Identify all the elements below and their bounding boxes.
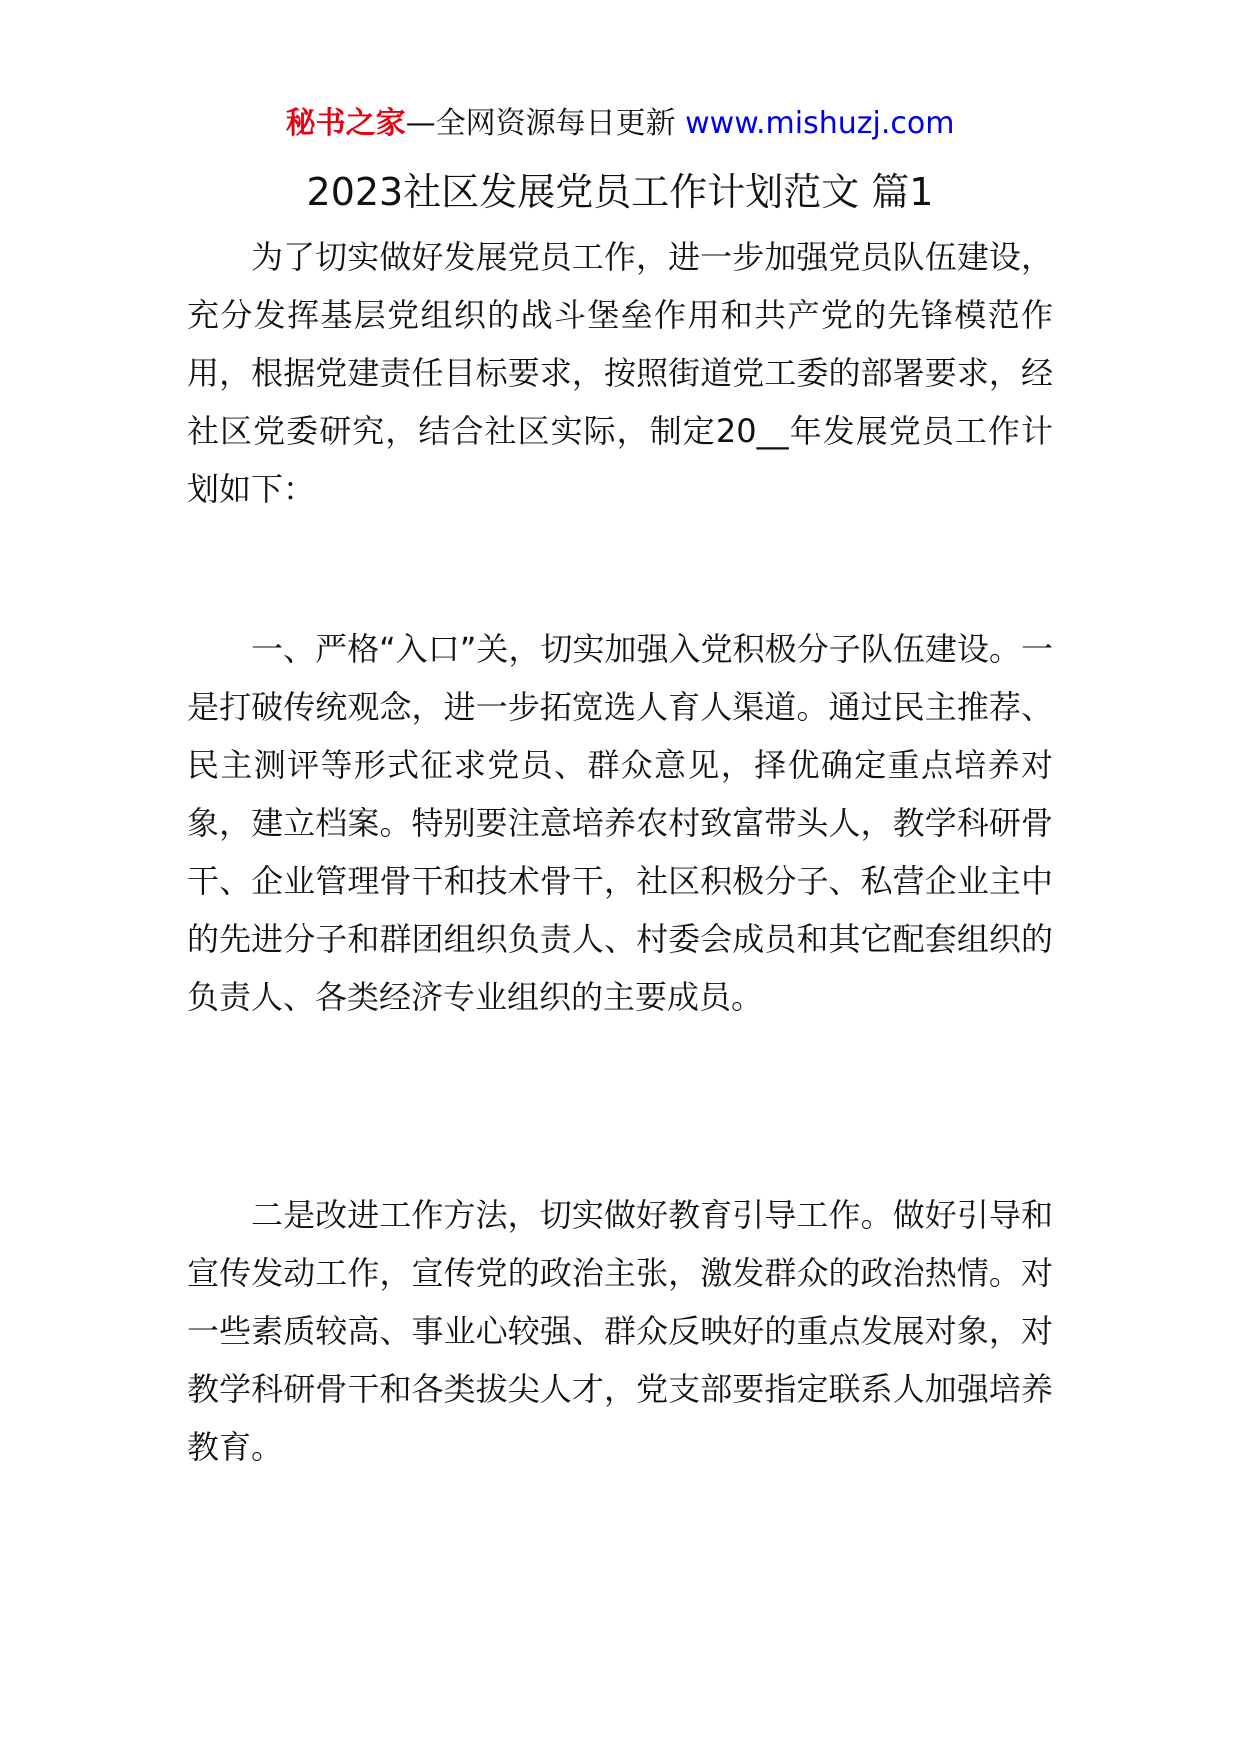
paragraph-section-two [187, 1186, 1053, 1476]
paragraph-text: 为了切实做好发展党员工作，进一步加强党员队伍建设，充分发挥基层党组织的战斗堡垒作用和共产党的先锋模范作用，根据党建责任目标要求，按照街道党工委的部署要求，经社区党委研究，结合社区实际，制定20__年发展党员工作计划如下： [187, 238, 1053, 508]
brand-name: 秘书之家 [285, 106, 406, 141]
paragraph-intro [187, 228, 1053, 518]
header-slogan: —全网资源每日更新 [405, 106, 686, 141]
paragraph-text: 一、严格“入口”关，切实加强入党积极分子队伍建设。一是打破传统观念，进一步拓宽选人育人渠道。通过民主推荐、民主测评等形式征求党员、群众意见，择优确定重点培养对象，建立档案。特别要注意培养农村致富带头人，教学科研骨干、企业管理骨干和技术骨干，社区积极分子、私营企业主中的先进分子和群团组织负责人、村委会成员和其它配套组织的负责人、各类经济专业组织的主要成员。 [187, 630, 1053, 1016]
paragraph-text: 二是改进工作方法，切实做好教育引导工作。做好引导和宣传发动工作，宣传党的政治主张，激发群众的政治热情。对一些素质较高、事业心较强、群众反映好的重点发展对象，对教学科研骨干和各类拔尖人才，党支部要指定联系人加强培养教育。 [187, 1196, 1053, 1466]
site-header [0, 100, 1240, 148]
document-title: 2023社区发展党员工作计划范文 篇1 [306, 170, 934, 214]
paragraph-section-one [187, 620, 1053, 1026]
site-url[interactable]: www.mishuzj.com [685, 106, 955, 141]
